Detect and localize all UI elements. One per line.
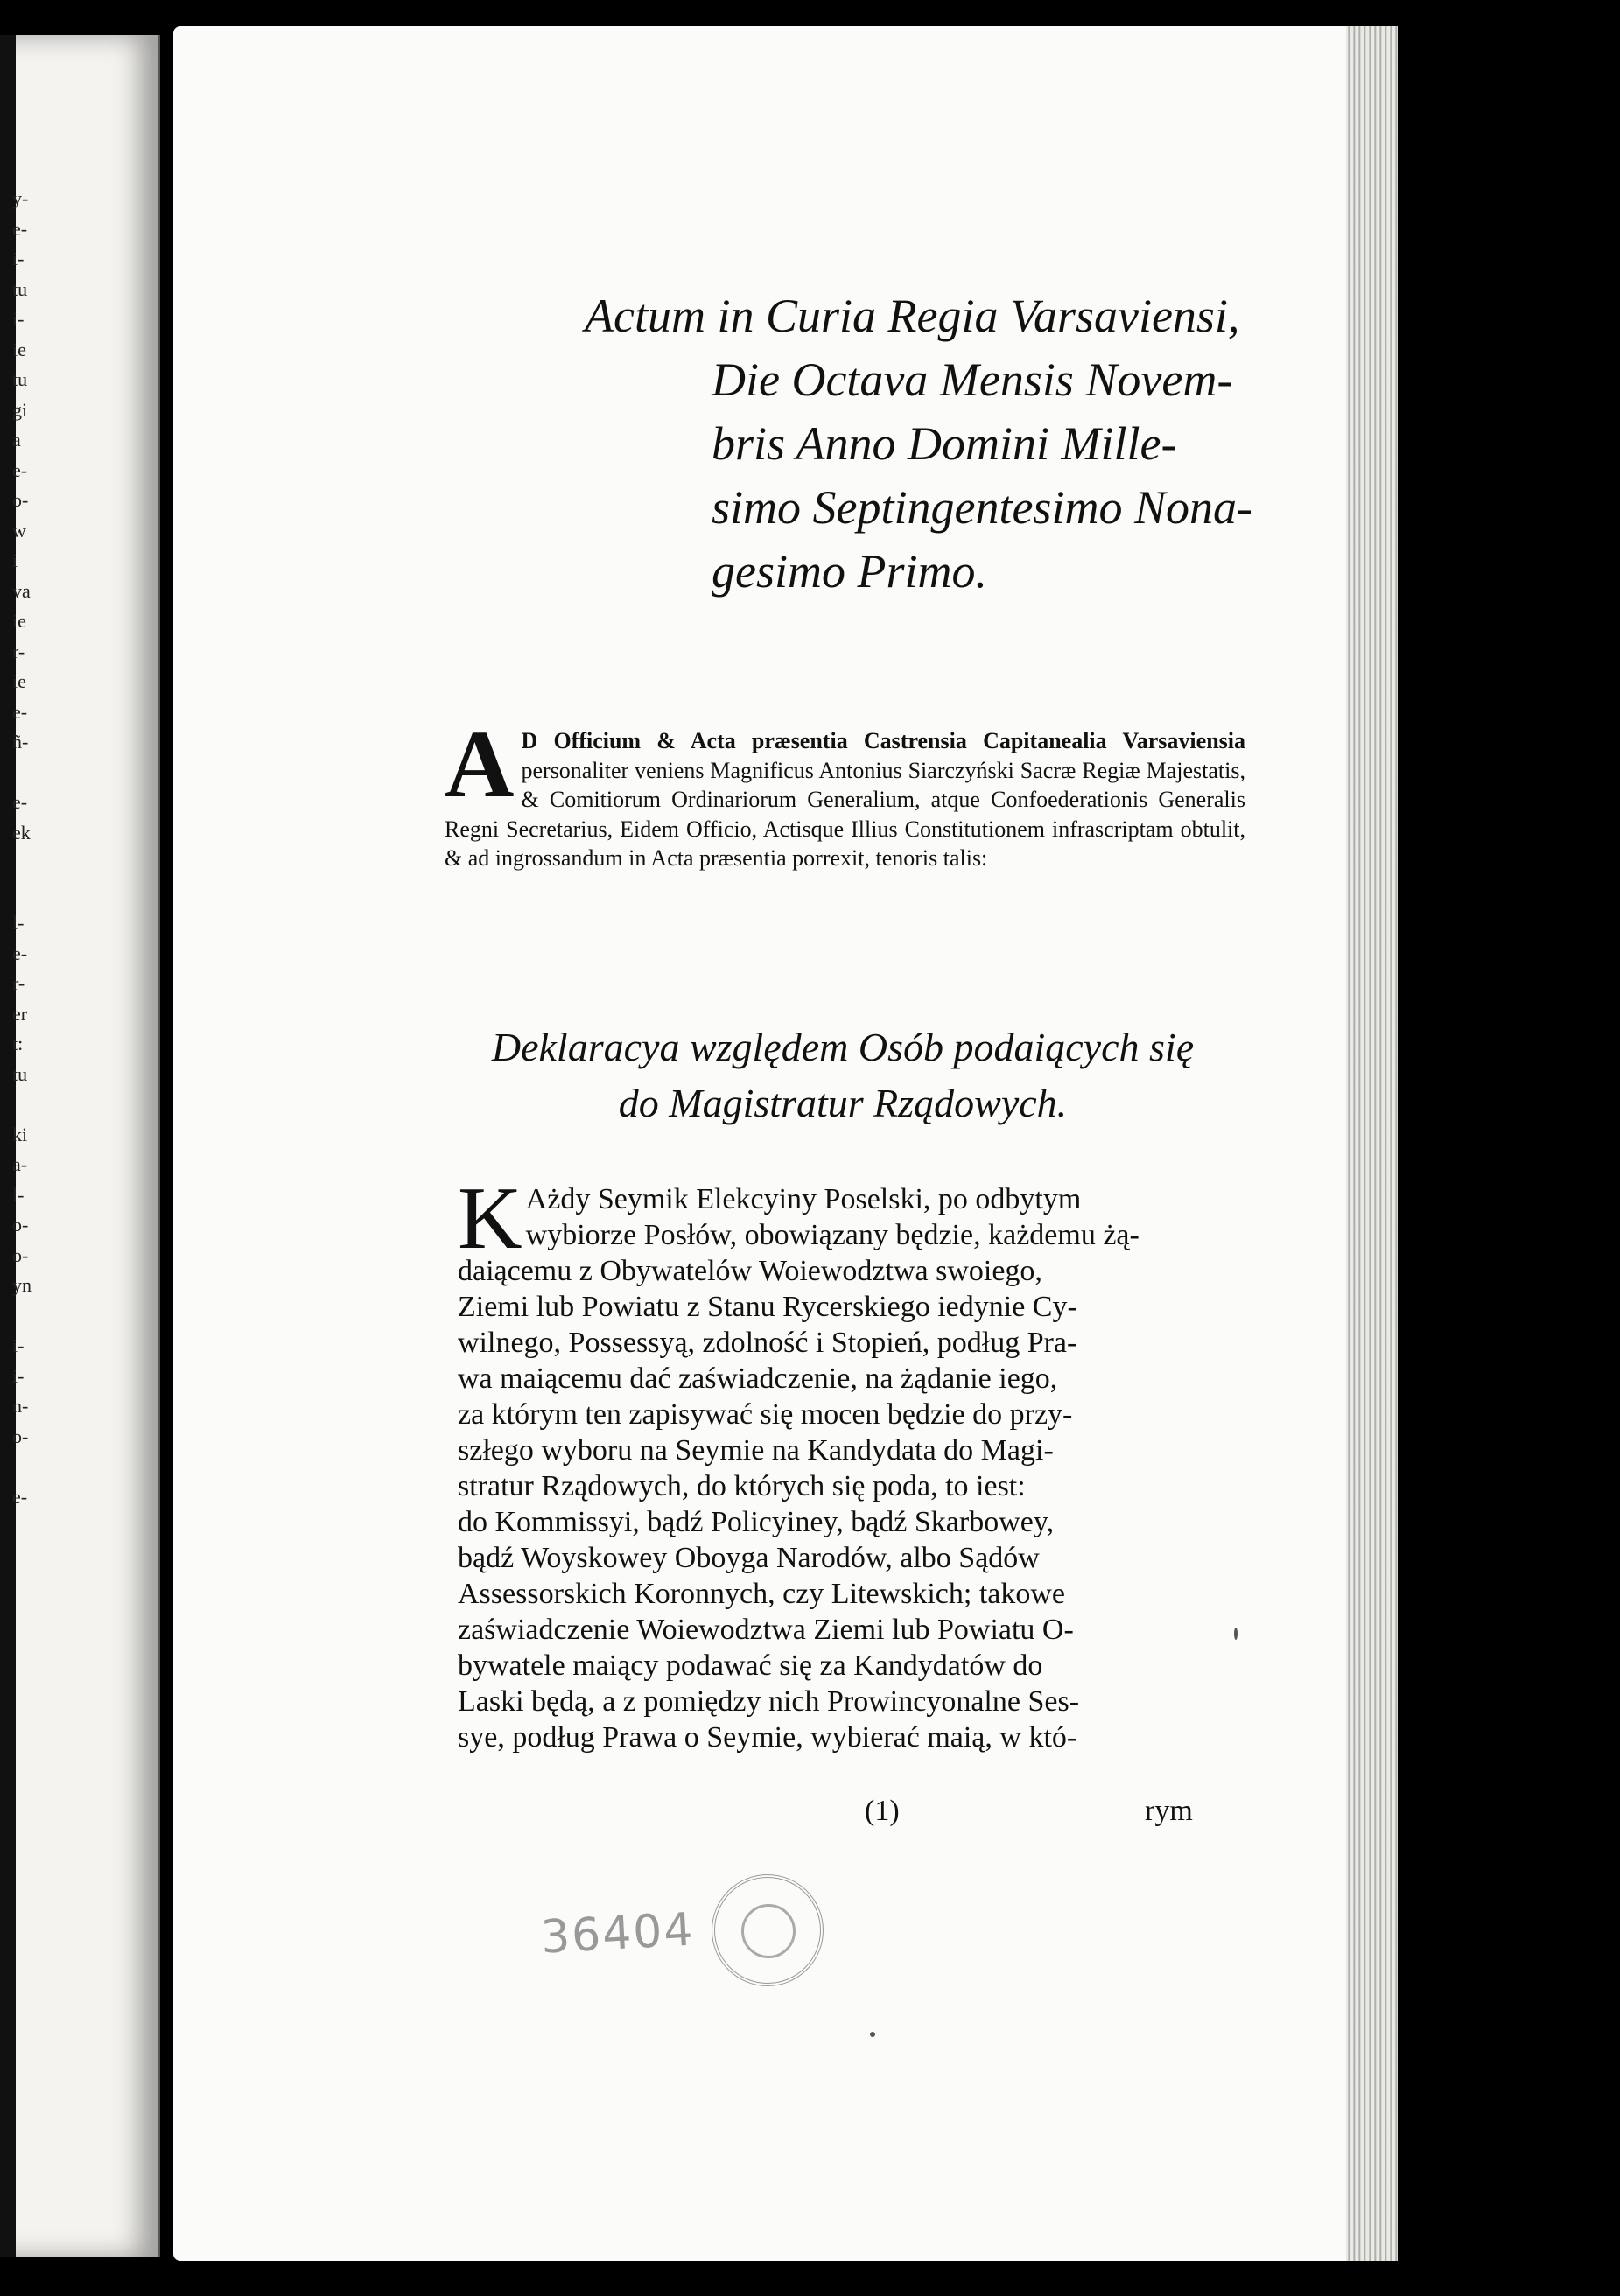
body-line: zaświadczenie Woiewodztwa Ziemi lub Powiatu O- (458, 1614, 1074, 1646)
catchword: rym (1145, 1795, 1193, 1827)
facing-page-fragment: i- (12, 1334, 25, 1356)
facing-page-fragment: n- (12, 1395, 29, 1417)
body-line: sye, podług Prawa o Seymie, wybierać maią, w któ- (458, 1721, 1077, 1754)
body-line: bądź Woyskowey Oboyga Narodów, albo Sądów (458, 1542, 1040, 1574)
declaration-body (458, 1169, 1245, 1755)
facing-page-fragment: tu (12, 368, 28, 390)
facing-page-fragment: i (12, 550, 18, 571)
facing-page-fragment: va (12, 579, 31, 602)
declaration-title-line: do Magistratur Rządowych. (618, 1081, 1068, 1125)
body-line: Ażdy Seymik Elekcyiny Poselski, po odbytym (525, 1183, 1082, 1215)
facing-page-fragment: o- (12, 489, 29, 511)
body-line: Ziemi lub Powiatu z Stanu Rycerskiego iedynie Cy- (458, 1291, 1077, 1323)
facing-page-fragment (12, 1452, 47, 1482)
facing-page-fragment: e- (12, 458, 28, 481)
act-heading (585, 284, 1285, 604)
body-line: wa maiącemu dać zaświadczenie, na żądanie iego, (458, 1362, 1058, 1395)
body-line: za którym ten zapisywać się mocen będzie do przy- (458, 1398, 1073, 1431)
facing-page-fragment (12, 878, 47, 909)
facing-page-fragment: er (12, 1002, 28, 1025)
facing-page-fragment: i- (12, 1364, 25, 1387)
body-line: bywatele maiący podawać się za Kandydatów do (458, 1649, 1043, 1682)
facing-page-fragment (12, 758, 47, 788)
document-page (173, 26, 1346, 2261)
body-line: wilnego, Possessyą, zdolność i Stopień, podług Pra- (458, 1326, 1077, 1359)
body-line: Assessorskich Koronnych, czy Litewskich; takowe (458, 1578, 1066, 1610)
facing-page-fragment: e- (12, 942, 28, 964)
facing-page-fragment: ie (12, 338, 26, 360)
facing-page-fragment: e- (12, 700, 28, 723)
body-line: do Kommissyi, bądź Policyiney, bądź Skarbowey, (458, 1506, 1055, 1538)
facing-page-fragment: l- (12, 912, 25, 934)
facing-page-left (0, 35, 160, 2258)
body-line: stratur Rządowych, do których się poda, to iest: (458, 1470, 1026, 1502)
latin-intro-lead: D Officium & Acta præsentia Castrensia Capitanealia Varsaviensia (521, 728, 1245, 753)
facing-page-fragment: ñ- (12, 731, 29, 752)
facing-page-fragment: gi (12, 398, 28, 421)
latin-intro-paragraph (445, 710, 1245, 873)
paper-speck (870, 2032, 875, 2037)
facing-page-fragment: ie (12, 610, 26, 632)
heading-line: gesimo Primo. (712, 545, 987, 598)
facing-page-fragment: w (12, 519, 26, 542)
facing-page-fragment: r- (12, 972, 25, 994)
facing-page-fragment: ki (12, 1123, 28, 1145)
drop-cap: A (445, 710, 515, 817)
facing-page-fragment: i- (12, 308, 25, 330)
facing-page-fragment (12, 1301, 47, 1332)
declaration-title-line: Deklaracya względem Osób podaiących się (491, 1025, 1195, 1069)
facing-page-fragment: o- (12, 1243, 29, 1266)
facing-page-fragment: a (12, 429, 21, 451)
declaration-title (427, 1019, 1259, 1131)
paper-speck (1234, 1628, 1238, 1640)
facing-page-fragment: o- (12, 1424, 29, 1447)
page-number: (1) (865, 1795, 900, 1827)
facing-page-fragment: t: (12, 1032, 24, 1054)
facing-page-fragment: tu (12, 277, 28, 300)
heading-line: Actum in Curia Regia Varsaviensi, (585, 290, 1240, 342)
facing-page-fragment: r- (12, 640, 25, 662)
facing-page-fragment: e- (12, 791, 28, 813)
library-stamp-icon (712, 1874, 824, 1986)
facing-page-fragment (12, 848, 47, 878)
facing-page-fragment: a- (12, 1153, 28, 1175)
facing-page-fragment: yn (12, 1274, 32, 1296)
handwritten-shelfmark: 36404 (539, 1903, 696, 1964)
facing-page-fragment: i- (12, 248, 25, 270)
facing-page-text-fragments (12, 184, 47, 1512)
body-line: wybiorze Posłów, obowiązany będzie, każdemu żą- (525, 1219, 1140, 1251)
heading-line: bris Anno Domini Mille- (712, 417, 1177, 470)
heading-line: Die Octava Mensis Novem- (712, 354, 1233, 406)
facing-page-fragment: o- (12, 1214, 29, 1236)
latin-intro-text: personaliter veniens Magnificus Antonius Siarczyński Sacræ Regiæ Majestatis, & Comitiorum Ordinariorum Generalium, atque Confoederationis Generalis Regni Secretarius, Eidem Officio, Actisque Illius Constitutionem infrascriptam obtulit, & ad ingrossandum in Acta præsentia porrexit, tenoris talis: (445, 757, 1245, 871)
body-line: szłego wyboru na Seymie na Kandydata do Magi- (458, 1434, 1054, 1466)
heading-line: simo Septingentesimo Nona- (712, 481, 1252, 534)
facing-page-fragment: ie (12, 670, 26, 692)
facing-page-fragment: tu (12, 1062, 28, 1085)
facing-page-fragment: e- (12, 1485, 28, 1508)
facing-page-fragment: l- (12, 1183, 25, 1206)
facing-page-fragment: e- (12, 217, 28, 240)
facing-page-fragment: y- (12, 187, 29, 209)
facing-page-fragment (12, 1089, 47, 1120)
facing-page-fragment: ek (12, 821, 31, 844)
body-line: Laski będą, a z pomiędzy nich Prowincyonalne Ses- (458, 1685, 1080, 1718)
body-line: daiącemu z Obywatelów Woiewodztwa swoiego, (458, 1255, 1042, 1287)
drop-cap: K (458, 1169, 522, 1268)
